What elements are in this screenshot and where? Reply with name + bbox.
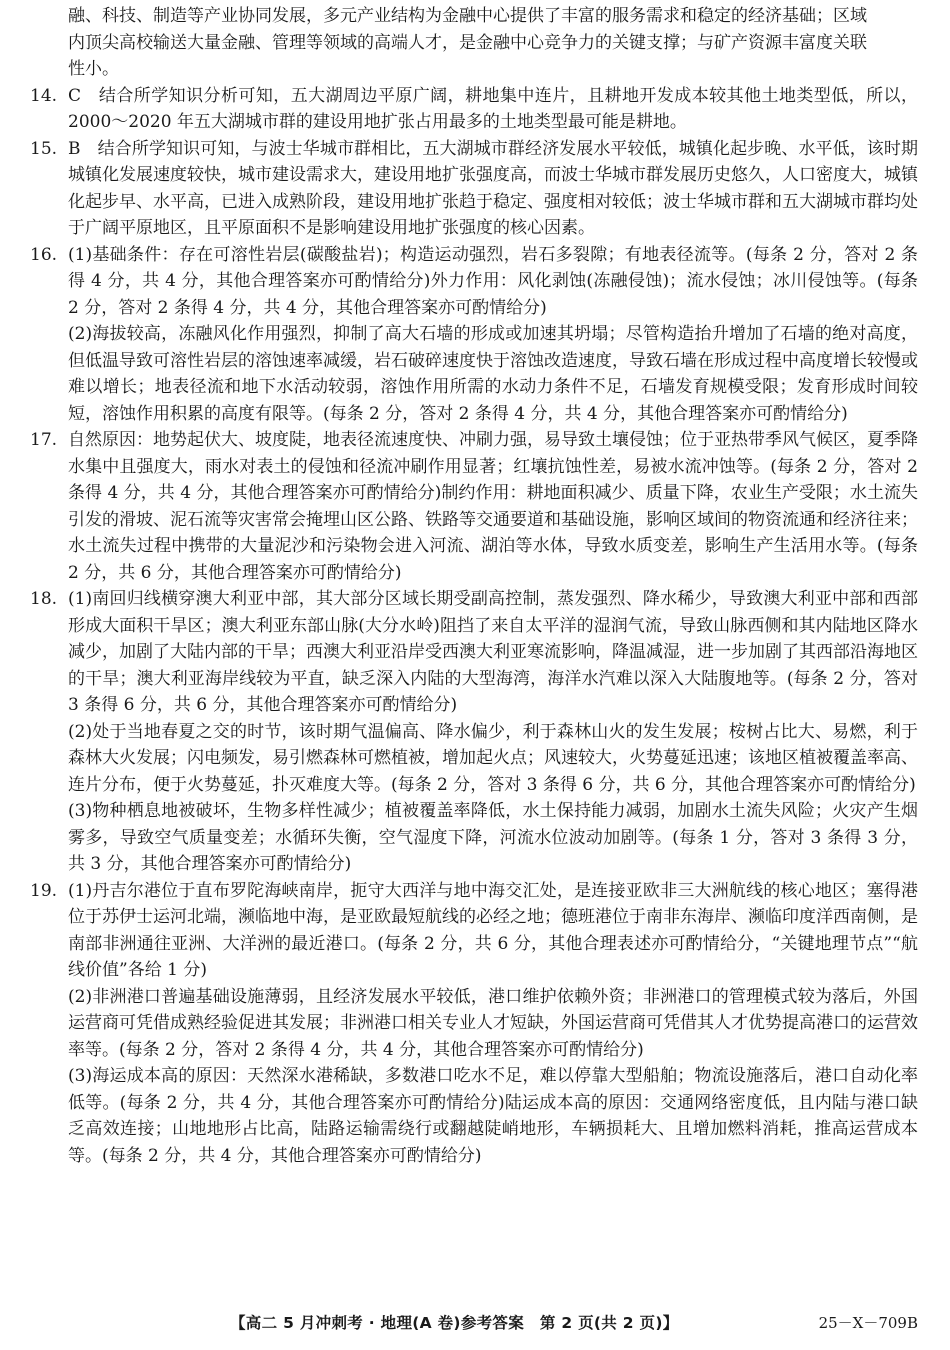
question-number: 18. <box>30 589 58 609</box>
answer-18 <box>30 586 918 878</box>
footer-title: 【高二 5 月冲刺考 · 地理(A 卷)参考答案 第 2 页(共 2 页)】 <box>230 1314 679 1332</box>
answer-paragraph: (3)物种栖息地被破坏，生物多样性减少；植被覆盖率降低，水土保持能力减弱，加剧水土流失风险；火灾产生烟雾多，导致空气质量变差；水循环失衡，空气湿度下降，河流水位波动加剧等。(每条 1 分，答对 3 条得 3 分，共 3 分，其他合理答案亦可酌情给分) <box>68 801 918 874</box>
answer-19 <box>30 878 918 1170</box>
answer-paragraph: C 结合所学知识分析可知，五大湖周边平原广阔，耕地集中连片，且耕地开发成本较其他土地类型低，所以，2000～2020 年五大湖城市群的建设用地扩张占用最多的土地类型最可能是耕地。 <box>68 85 918 132</box>
answer-15 <box>30 136 918 242</box>
continued-text <box>30 3 918 83</box>
answer-paragraph: (1)南回归线横穿澳大利亚中部，其大部分区域长期受副高控制，蒸发强烈、降水稀少，导致澳大利亚中部和西部形成大面积干旱区；澳大利亚东部山脉(大分水岭)阻挡了来自太平洋的湿润气流，导致山脉西侧和其内陆地区降水减少，加剧了大陆内部的干旱；西澳大利亚沿岸受西澳大利亚寒流影响，降温减湿，进一步加剧了其西部沿海地区的干旱；澳大利亚海岸线较为平直，缺乏深入内陆的大型海湾，海洋水汽难以深入大陆腹地等。(每条 2 分，答对 3 条得 6 分，共 6 分，其他合理答案亦可酌情给分) <box>68 589 918 715</box>
answer-paragraph: (1)丹吉尔港位于直布罗陀海峡南岸，扼守大西洋与地中海交汇处，是连接亚欧非三大洲航线的核心地区；塞得港位于苏伊士运河北端，濒临地中海，是亚欧最短航线的必经之地；德班港位于南非东海岸、濒临印度洋西南侧，是南部非洲通往亚洲、大洋洲的最近港口。(每条 2 分，共 6 分，其他合理表述亦可酌情给分，“关键地理节点”“航线价值”各给 1 分) <box>68 880 918 980</box>
question-number: 16. <box>30 244 58 265</box>
continued-line-2: 内顶尖高校输送大量金融、管理等领域的高端人才，是金融中心竞争力的关键支撑；与矿产资源丰富度关联 <box>68 32 867 53</box>
answer-paragraph: (2)海拔较高，冻融风化作用强烈，抑制了高大石墙的形成或加速其坍塌；尽管构造抬升增加了石墙的绝对高度，但低温导致可溶性岩层的溶蚀速率减缓，岩石破碎速度快于溶蚀改造速度，导致石墙在形成过程中高度增长较慢或难以增长；地表径流和地下水活动较弱，溶蚀作用所需的水动力条件不足，石墙发育规模受限；发育形成时间较短，溶蚀作用积累的高度有限等。(每条 2 分，答对 2 条得 4 分，共 4 分，其他合理答案亦可酌情给分) <box>68 324 918 424</box>
answer-17 <box>30 427 918 586</box>
question-number: 17. <box>30 430 58 450</box>
continued-line-1: 融、科技、制造等产业协同发展，多元产业结构为金融中心提供了丰富的服务需求和稳定的经济基础；区域 <box>68 6 867 26</box>
answer-paragraph: (1)基础条件：存在可溶性岩层(碳酸盐岩)；构造运动强烈，岩石多裂隙；有地表径流等。(每条 2 分，答对 2 条得 4 分，共 4 分，其他合理答案亦可酌情给分)外力作用：风化剥蚀(冻融侵蚀)；流水侵蚀；冰川侵蚀等。(每条 2 分，答对 2 条得 4 分，共 4 分，其他合理答案亦可酌情给分) <box>68 244 918 318</box>
answer-paragraph: B 结合所学知识可知，与波士华城市群相比，五大湖城市群经济发展水平较低，城镇化起步晚、水平低，该时期城镇化发展速度较快，城市建设需求大，建设用地扩张强度高，而波士华城市群发展历史悠久，人口密度大，城镇化起步早、水平高，已进入成熟阶段，建设用地扩张趋于稳定、强度相对较低；波士华城市群和五大湖城市群均处于广阔平原地区，且平原面积不是影响建设用地扩张强度的核心因素。 <box>68 138 918 238</box>
answer-paragraph: (2)非洲港口普遍基础设施薄弱，且经济发展水平较低，港口维护依赖外资；非洲港口的管理模式较为落后，外国运营商可凭借成熟经验促进其发展；非洲港口相关专业人才短缺，外国运营商可凭借其人才优势提高港口的运营效率等。(每条 2 分，答对 2 条得 4 分，共 4 分，其他合理答案亦可酌情给分) <box>68 986 918 1060</box>
footer-code: 25－X－709B <box>818 1314 918 1332</box>
continued-line-3: 性小。 <box>68 59 119 79</box>
question-number: 14. <box>30 85 58 106</box>
answer-14 <box>30 83 918 136</box>
question-number: 19. <box>30 880 58 901</box>
question-number: 15. <box>30 138 58 159</box>
answer-paragraph: 自然原因：地势起伏大、坡度陡，地表径流速度快、冲刷力强，易导致土壤侵蚀；位于亚热带季风气候区，夏季降水集中且强度大，雨水对表土的侵蚀和径流冲刷作用显著；红壤抗蚀性差，易被水流冲蚀等。(每条 2 分，答对 2 条得 4 分，共 4 分，其他合理答案亦可酌情给分)制约作用：耕地面积减少、质量下降，农业生产受限；水土流失引发的滑坡、泥石流等灾害常会掩埋山区公路、铁路等交通要道和基础设施，影响区域间的物资流通和经济往来；水土流失过程中携带的大量泥沙和污染物会进入河流、湖泊等水体，导致水质变差，影响生产生活用水等。(每条 2 分，共 6 分，其他合理答案亦可酌情给分) <box>68 430 918 583</box>
answer-paragraph: (3)海运成本高的原因：天然深水港稀缺，多数港口吃水不足，难以停靠大型船舶；物流设施落后，港口自动化率低等。(每条 2 分，共 4 分，其他合理答案亦可酌情给分)陆运成本高的原因：交通网络密度低，且内陆与港口缺乏高效连接；山地地形占比高，陆路运输需绕行或翻越陡峭地形，车辆损耗大、且增加燃料消耗，推高运营成本等。(每条 2 分，共 4 分，其他合理答案亦可酌情给分) <box>68 1066 918 1166</box>
answer-page <box>30 3 918 1169</box>
answer-paragraph: (2)处于当地春夏之交的时节，该时期气温偏高、降水偏少，利于森林山火的发生发展；桉树占比大、易燃，利于森林大火发展；闪电频发，易引燃森林可燃植被，增加起火点；风速较大，火势蔓延迅速；该地区植被覆盖率高、连片分布，便于火势蔓延，扑灭难度大等。(每条 2 分，答对 3 条得 6 分，共 6 分，其他合理答案亦可酌情给分) <box>68 721 918 795</box>
answer-16 <box>30 242 918 428</box>
